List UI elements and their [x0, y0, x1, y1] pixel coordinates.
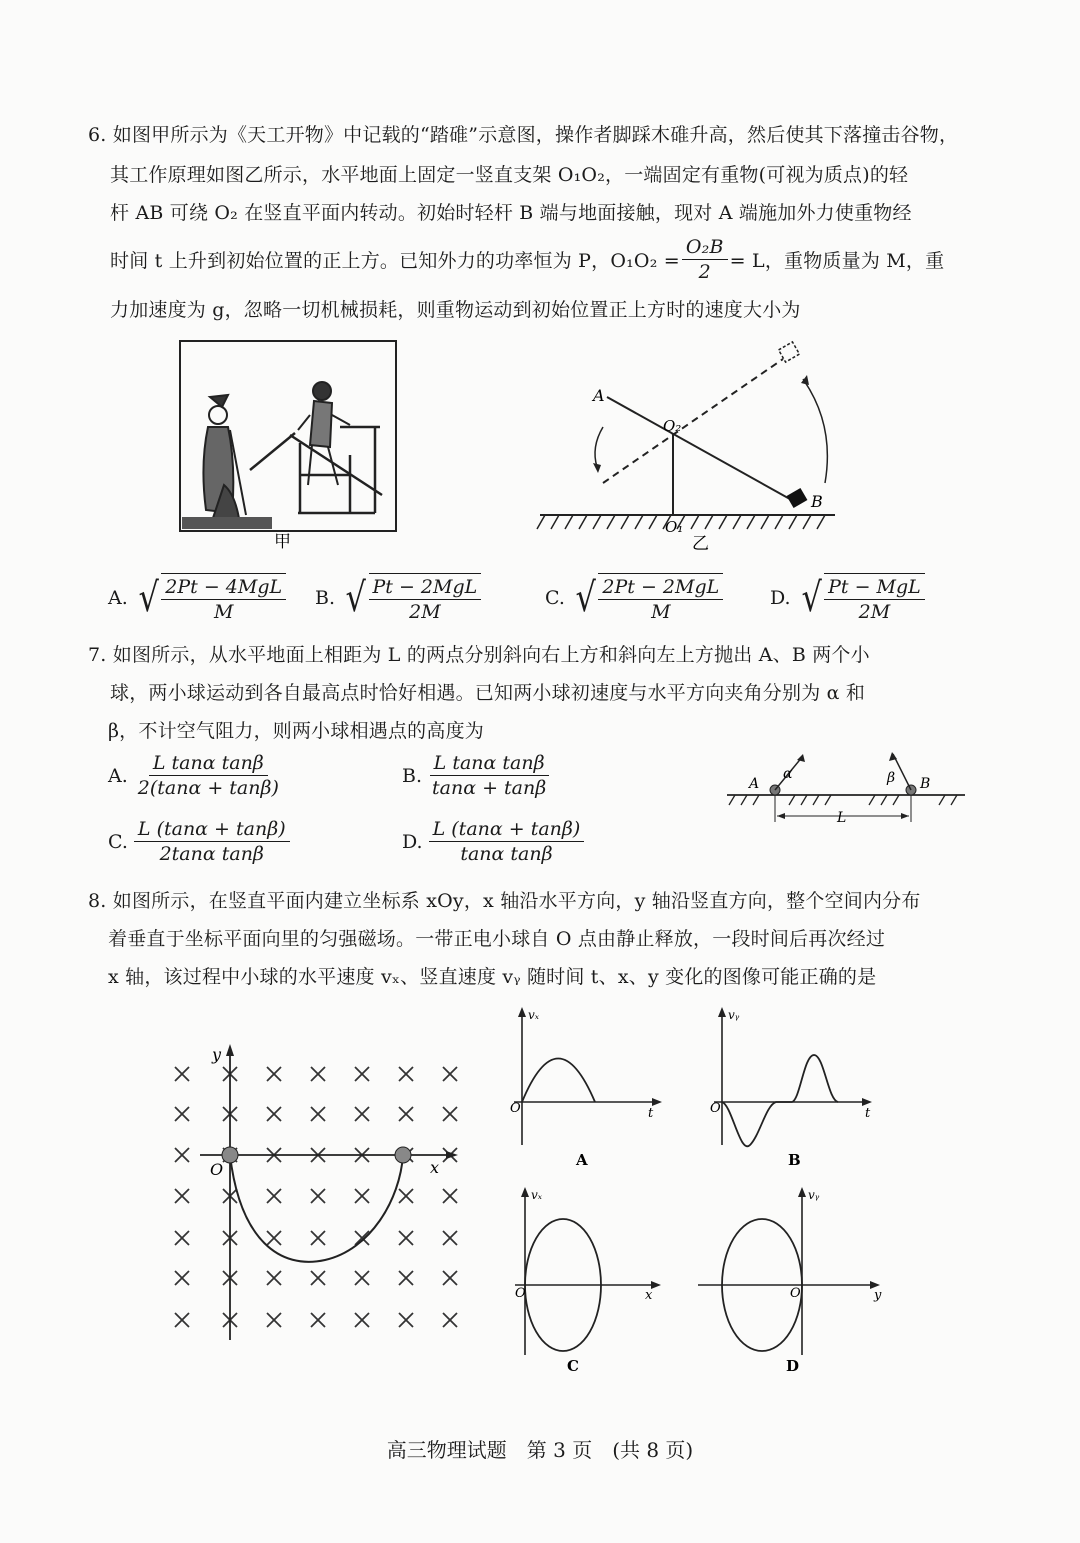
field-cross-icon — [267, 1067, 281, 1081]
field-cross-icon — [399, 1271, 413, 1285]
label-B: B — [811, 492, 823, 511]
label-O2: O₂ — [663, 417, 682, 435]
fig-jia-label: 甲 — [274, 532, 291, 552]
label-A: A — [593, 386, 605, 405]
q7-option-b: B. $\frac{\text{L tanα tanβ}}{\tan\alpha + \tan\beta}$ — [402, 752, 552, 799]
graph-d-label: D — [786, 1357, 800, 1375]
q8-graph-b — [700, 1005, 880, 1175]
field-cross-icon — [443, 1231, 457, 1245]
graph-a-t: t — [648, 1106, 654, 1121]
q6-option-d: D. √ $\frac{\text{Pt − MgL}}{2M}$ — [770, 573, 927, 623]
graph-a-origin: O — [510, 1101, 521, 1116]
q6-line-4-post: = L，重物质量为 M，重 — [729, 250, 945, 272]
graph-b-vy: vᵧ — [728, 1008, 740, 1022]
field-cross-icon — [399, 1231, 413, 1245]
field-cross-icon — [175, 1148, 189, 1162]
field-cross-icon — [175, 1067, 189, 1081]
graph-b-label: B — [788, 1151, 801, 1169]
q6-frac-num: O₂B — [682, 236, 728, 260]
field-cross-icon — [311, 1107, 325, 1121]
graph-c-label: C — [567, 1357, 579, 1375]
field-cross-icon — [267, 1189, 281, 1203]
graph-d-y: y — [874, 1288, 882, 1303]
field-cross-icon — [311, 1189, 325, 1203]
fig-yi-label: 乙 — [692, 534, 709, 554]
field-cross-icon — [399, 1067, 413, 1081]
q7-line-1: 7. 如图所示，从水平地面上相距为 L 的两点分别斜向右上方和斜向左上方抛出 A、B 两个小 — [88, 644, 870, 666]
q6-line-1: 6. 如图甲所示为《天工开物》中记载的“踏碓”示意图，操作者脚踩木碓升高，然后使其下落撞击谷物， — [88, 124, 959, 146]
person-left-icon — [203, 395, 246, 527]
q7-figure — [725, 750, 970, 825]
q6-line-4-pre: 时间 t 上升到初始位置的正上方。已知外力的功率恒为 P，O₁O₂ = — [110, 250, 680, 272]
q6-figure-jia — [170, 335, 410, 555]
field-cross-icon — [399, 1189, 413, 1203]
field-cross-icon — [355, 1189, 369, 1203]
q7-option-c: C. $\frac{L (\tan\alpha + \tan\beta)}{\text{2tanα tanβ}}$ — [108, 818, 292, 865]
graph-a-label: A — [576, 1151, 588, 1169]
q6-option-c: C. √ $\frac{\text{2Pt − 2MgL}}{M}$ — [545, 573, 725, 623]
q7-label-L: L — [837, 810, 847, 825]
graph-d-origin: O — [790, 1286, 801, 1301]
field-cross-icon — [443, 1107, 457, 1121]
graph-c-x: x — [645, 1288, 653, 1303]
field-cross-icon — [175, 1313, 189, 1327]
field-cross-icon — [175, 1189, 189, 1203]
field-cross-icon — [267, 1231, 281, 1245]
axis-x-label: x — [430, 1158, 440, 1177]
q7-label-beta: β — [887, 770, 896, 786]
field-cross-icon — [267, 1107, 281, 1121]
graph-a-vx: vₓ — [528, 1008, 540, 1022]
q6-option-a: A. √ $\frac{\text{2Pt − 4MgL}}{M}$ — [108, 573, 288, 623]
q7-label-B: B — [920, 776, 931, 792]
q8-line-1: 8. 如图所示，在竖直平面内建立坐标系 xOy，x 轴沿水平方向，y 轴沿竖直方向，整个空间内分布 — [88, 890, 921, 912]
field-cross-icon — [443, 1067, 457, 1081]
field-cross-icon — [443, 1313, 457, 1327]
q6-figure-yi — [535, 335, 845, 555]
field-cross-icon — [355, 1067, 369, 1081]
graph-d-vy: vᵧ — [808, 1188, 820, 1202]
field-cross-icon — [311, 1271, 325, 1285]
q8-graph-d — [690, 1185, 890, 1375]
graph-c-vx: vₓ — [531, 1188, 543, 1202]
q6-frac-den: 2 — [698, 261, 711, 283]
q7-line-2: 球，两小球运动到各自最高点时恰好相遇。已知两小球初速度与水平方向夹角分别为 α 和 — [110, 682, 866, 704]
page-footer: 高三物理试题 第 3 页 (共 8 页) — [386, 1438, 694, 1462]
q6-option-b: B. √ $\frac{\text{Pt − 2MgL}}{2M}$ — [315, 573, 483, 623]
field-cross-icon — [175, 1231, 189, 1245]
q8-line-3: x 轴，该过程中小球的水平速度 vₓ、竖直速度 vᵧ 随时间 t、x、y 变化的图像可能正确的是 — [108, 966, 877, 988]
q7-line-3: β，不计空气阻力，则两小球相遇点的高度为 — [108, 720, 484, 742]
q6-line-2: 其工作原理如图乙所示，水平地面上固定一竖直支架 O₁O₂，一端固定有重物(可视为质点)的轻 — [110, 164, 909, 186]
field-cross-icon — [175, 1107, 189, 1121]
field-cross-icon — [443, 1189, 457, 1203]
q7-option-d: D. $\frac{L (\tan\alpha + \tan\beta)}{\text{tanα tanβ}}$ — [402, 818, 586, 865]
field-cross-icon — [267, 1313, 281, 1327]
field-cross-icon — [311, 1067, 325, 1081]
q6-line-3: 杆 AB 可绕 O₂ 在竖直平面内转动。初始时轻杆 B 端与地面接触，现对 A 端施加外力使重物经 — [110, 202, 912, 224]
q7-option-a: A. $\frac{\text{L tanα tanβ}}{2(\tan\alpha + \tan\beta)}$ — [108, 752, 279, 799]
q8-graph-a — [500, 1005, 670, 1175]
field-cross-icon — [399, 1313, 413, 1327]
q7-label-A: A — [749, 776, 760, 792]
q6-line-4 — [110, 236, 944, 283]
field-cross-icon — [355, 1271, 369, 1285]
axis-y-label: y — [212, 1045, 222, 1064]
field-cross-icon — [399, 1107, 413, 1121]
field-cross-icon — [267, 1271, 281, 1285]
field-cross-icon — [311, 1313, 325, 1327]
field-cross-icon — [355, 1231, 369, 1245]
graph-b-origin: O — [710, 1101, 721, 1116]
field-cross-icon — [175, 1271, 189, 1285]
graph-c-origin: O — [515, 1286, 526, 1301]
origin-label: O — [210, 1160, 224, 1179]
field-cross-icon — [311, 1231, 325, 1245]
q6-line-5: 力加速度为 g，忽略一切机械损耗，则重物运动到初始位置正上方时的速度大小为 — [110, 299, 801, 321]
field-cross-icon — [355, 1107, 369, 1121]
q8-field-diagram — [160, 1040, 480, 1340]
q8-line-2: 着垂直于坐标平面向里的匀强磁场。一带正电小球自 O 点由静止释放，一段时间后再次经过 — [108, 928, 886, 950]
q6-line-4-fraction — [682, 236, 728, 283]
field-cross-icon — [355, 1313, 369, 1327]
label-O1: O₁ — [665, 518, 684, 536]
q8-graph-c — [505, 1185, 675, 1375]
q7-label-alpha: α — [783, 766, 793, 782]
field-cross-icon — [443, 1271, 457, 1285]
graph-b-t: t — [865, 1106, 871, 1121]
